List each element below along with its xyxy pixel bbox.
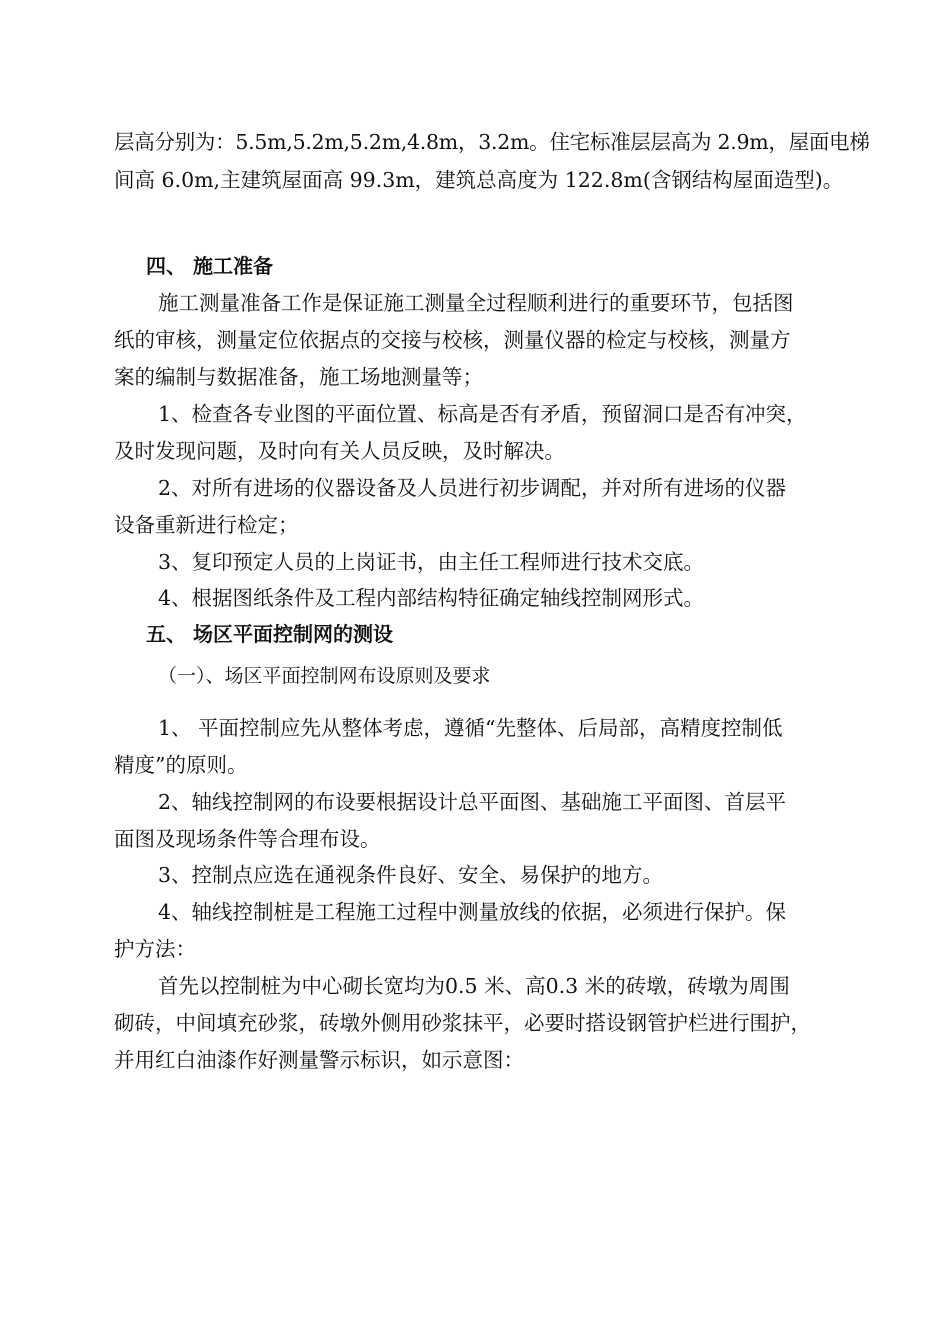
list-item-line: 2、轴线控制网的布设要根据设计总平面图、基础施工平面图、首层平	[158, 790, 787, 814]
list-item-line: 精度”的原则。	[114, 753, 248, 777]
section-heading-5: 五、 场区平面控制网的测设	[146, 622, 393, 646]
list-item-line: 1、 平面控制应先从整体考虑，遵循“先整体、后局部，高精度控制低	[158, 716, 783, 740]
list-item-line: 面图及现场条件等合理布设。	[114, 827, 381, 851]
paragraph-line: 案的编制与数据准备，施工场地测量等；	[114, 365, 483, 389]
paragraph-line: 首先以控制桩为中心砌长宽均为0.5 米、高0.3 米的砖墩，砖墩为周围	[158, 974, 790, 998]
list-item-line: 3、复印预定人员的上岗证书，由主任工程师进行技术交底。	[158, 550, 705, 574]
list-item-line: 2、对所有进场的仪器设备及人员进行初步调配，并对所有进场的仪器	[158, 476, 787, 500]
paragraph-line: 纸的审核，测量定位依据点的交接与校核，测量仪器的检定与校核，测量方	[114, 328, 791, 352]
list-item-line: 4、轴线控制桩是工程施工过程中测量放线的依据，必须进行保护。保	[158, 900, 787, 924]
section-heading-4: 四、 施工准备	[146, 254, 273, 278]
list-item-line: 1、检查各专业图的平面位置、标高是否有矛盾，预留洞口是否有冲突，	[158, 402, 807, 426]
list-item-line: 3、控制点应选在通视条件良好、安全、易保护的地方。	[158, 863, 664, 887]
paragraph-line: 层高分别为：5.5m,5.2m,5.2m,4.8m，3.2m。住宅标准层层高为 2.9m，屋面电梯	[114, 130, 870, 154]
paragraph-line: 施工测量准备工作是保证施工测量全过程顺利进行的重要环节，包括图	[158, 291, 794, 315]
paragraph-line: 间高 6.0m,主建筑屋面高 99.3m，建筑总高度为 122.8m(含钢结构屋面造型)。	[114, 168, 844, 192]
list-item-line: 4、根据图纸条件及工程内部结构特征确定轴线控制网形式。	[158, 586, 705, 610]
list-item-line: 护方法：	[114, 937, 196, 961]
subsection-heading: （一）、场区平面控制网布设原则及要求	[158, 665, 491, 687]
paragraph-line: 并用红白油漆作好测量警示标识，如示意图：	[114, 1048, 524, 1072]
list-item-line: 及时发现问题，及时向有关人员反映，及时解决。	[114, 439, 565, 463]
paragraph-line: 砌砖，中间填充砂浆，砖墩外侧用砂浆抹平，必要时搭设钢管护栏进行围护，	[114, 1011, 811, 1035]
list-item-line: 设备重新进行检定；	[114, 513, 299, 537]
